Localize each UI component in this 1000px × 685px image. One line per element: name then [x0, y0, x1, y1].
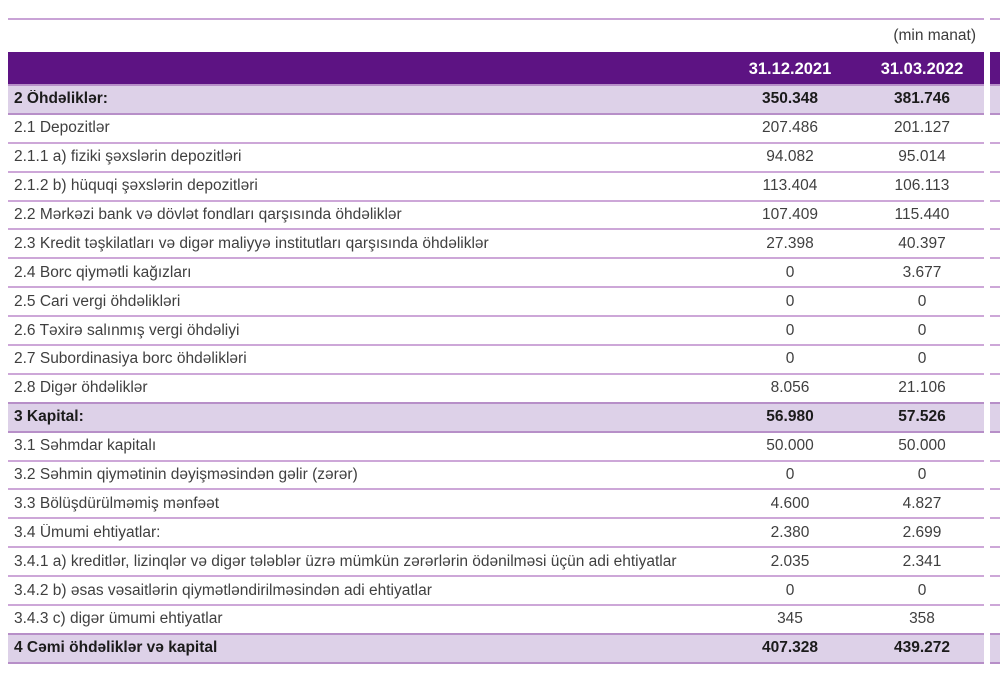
table-edge-row	[990, 577, 1000, 606]
row-label: 3.2 Səhmin qiymətinin dəyişməsindən gəlir (zərər)	[14, 466, 358, 484]
table-edge-row	[990, 490, 1000, 519]
table-edge-row	[990, 202, 1000, 231]
row-value-31-03-2022: 4.827	[902, 494, 942, 512]
table-row	[8, 606, 984, 635]
table-edge-row	[990, 346, 1000, 375]
row-value-31-03-2022: 0	[917, 581, 927, 599]
row-value-31-03-2022: 439.272	[893, 639, 951, 657]
row-value-31-12-2021: 345	[777, 610, 803, 628]
balance-sheet-table	[8, 18, 984, 664]
table-row	[8, 462, 984, 491]
row-value-31-12-2021: 4.600	[770, 494, 810, 512]
row-value-31-12-2021: 0	[785, 263, 795, 281]
table-edge-header	[990, 52, 1000, 86]
table-edge-row	[990, 462, 1000, 491]
table-edge-body	[990, 84, 1000, 664]
table-edge-row	[990, 375, 1000, 404]
row-value-31-03-2022: 40.397	[898, 234, 946, 252]
table-row	[8, 173, 984, 202]
row-value-31-03-2022: 115.440	[894, 206, 950, 223]
row-label: 2.5 Cari vergi öhdəlikləri	[14, 292, 181, 310]
row-value-31-03-2022: 106.113	[894, 177, 950, 195]
table-edge-row	[990, 519, 1000, 548]
table-edge-row	[990, 115, 1000, 144]
row-value-31-03-2022: 358	[909, 610, 935, 628]
table-row	[8, 288, 984, 317]
row-label: 3 Kapital:	[14, 408, 84, 426]
row-value-31-03-2022: 3.677	[902, 263, 942, 281]
table-body	[8, 84, 984, 664]
row-value-31-12-2021: 56.980	[766, 408, 814, 426]
row-label: 3.1 Səhmdar kapitalı	[14, 437, 157, 455]
row-value-31-03-2022: 381.746	[893, 90, 951, 108]
table-row	[8, 490, 984, 519]
row-value-31-12-2021: 0	[785, 321, 795, 339]
row-label: 2.7 Subordinasiya borc öhdəlikləri	[14, 350, 247, 368]
row-value-31-12-2021: 27.398	[766, 234, 814, 252]
table-row	[8, 317, 984, 346]
row-label: 3.4.3 c) digər ümumi ehtiyatlar	[14, 610, 223, 628]
table-row	[8, 375, 984, 404]
row-value-31-03-2022: 201.127	[893, 119, 951, 137]
table-row	[8, 633, 984, 664]
row-value-31-12-2021: 8.056	[770, 379, 810, 397]
table-edge-row	[990, 606, 1000, 635]
row-label: 2.1 Depozitlər	[14, 119, 110, 137]
table-edge-row	[990, 84, 1000, 115]
row-label: 3.3 Bölüşdürülməmiş mənfəət	[14, 494, 220, 512]
row-value-31-03-2022: 0	[917, 350, 927, 368]
row-value-31-12-2021: 107.409	[761, 206, 819, 223]
row-label: 4 Cəmi öhdəliklər və kapital	[14, 639, 218, 657]
row-value-31-12-2021: 0	[785, 350, 795, 368]
row-label: 2.1.1 a) fiziki şəxslərin depozitləri	[14, 148, 242, 166]
row-label: 3.4.1 a) kreditlər, lizinqlər və digər tələblər üzrə mümkün zərərlərin ödənilməsi üçün adi ehtiyatlar	[14, 552, 677, 570]
row-value-31-12-2021: 2.380	[770, 523, 810, 541]
table-edge-sliver	[990, 18, 1000, 664]
row-value-31-12-2021: 50.000	[766, 437, 814, 455]
table-edge-row	[990, 317, 1000, 346]
row-label: 3.4 Ümumi ehtiyatlar:	[14, 523, 161, 541]
row-label: 2.4 Borc qiymətli kağızları	[14, 263, 192, 281]
row-value-31-03-2022: 50.000	[898, 437, 946, 455]
table-edge-row	[990, 433, 1000, 462]
row-value-31-12-2021: 207.486	[761, 119, 819, 137]
row-label: 3.4.2 b) əsas vəsaitlərin qiymətləndirilməsindən adi ehtiyatlar	[14, 581, 432, 599]
row-label: 2.1.2 b) hüquqi şəxslərin depozitləri	[14, 177, 258, 195]
row-value-31-03-2022: 57.526	[898, 408, 946, 426]
row-value-31-12-2021: 0	[785, 466, 795, 484]
table-row	[8, 548, 984, 577]
table-row	[8, 144, 984, 173]
row-value-31-03-2022: 0	[917, 466, 927, 484]
table-row	[8, 259, 984, 288]
table-edge-row	[990, 633, 1000, 664]
row-value-31-03-2022: 95.014	[898, 148, 946, 166]
row-value-31-12-2021: 94.082	[766, 148, 814, 166]
table-row	[8, 230, 984, 259]
table-header-row	[8, 52, 984, 86]
table-row	[8, 84, 984, 115]
row-value-31-03-2022: 0	[917, 321, 927, 339]
table-row	[8, 202, 984, 231]
row-value-31-12-2021: 2.035	[770, 552, 810, 570]
row-label: 2.2 Mərkəzi bank və dövlət fondları qarşısında öhdəliklər	[14, 206, 402, 223]
table-edge-row	[990, 259, 1000, 288]
row-value-31-03-2022: 2.699	[902, 523, 942, 541]
table-row	[8, 433, 984, 462]
row-value-31-12-2021: 350.348	[761, 90, 819, 108]
table-row	[8, 577, 984, 606]
table-edge-row	[990, 288, 1000, 317]
row-value-31-12-2021: 113.404	[762, 177, 818, 195]
table-edge-row	[990, 402, 1000, 433]
table-edge-spacer	[990, 20, 1000, 52]
table-row	[8, 402, 984, 433]
row-label: 2.3 Kredit təşkilatları və digər maliyyə institutları qarşısında öhdəliklər	[14, 234, 489, 252]
row-value-31-03-2022: 0	[917, 292, 927, 310]
row-value-31-03-2022: 21.106	[898, 379, 946, 397]
table-row	[8, 115, 984, 144]
row-value-31-12-2021: 407.328	[761, 639, 819, 657]
header-col-31-12-2021: 31.12.2021	[748, 59, 832, 78]
row-value-31-12-2021: 0	[785, 292, 795, 310]
table-edge-row	[990, 230, 1000, 259]
row-label: 2.8 Digər öhdəliklər	[14, 379, 148, 397]
table-edge-row	[990, 144, 1000, 173]
table-edge-row	[990, 548, 1000, 577]
row-value-31-03-2022: 2.341	[902, 552, 942, 570]
row-label: 2.6 Təxirə salınmış vergi öhdəliyi	[14, 321, 240, 339]
table-row	[8, 346, 984, 375]
row-label: 2 Öhdəliklər:	[14, 90, 108, 108]
unit-note: (min manat)	[893, 27, 976, 44]
header-col-31-03-2022: 31.03.2022	[880, 59, 964, 78]
row-value-31-12-2021: 0	[785, 581, 795, 599]
table-edge-row	[990, 173, 1000, 202]
table-row	[8, 519, 984, 548]
